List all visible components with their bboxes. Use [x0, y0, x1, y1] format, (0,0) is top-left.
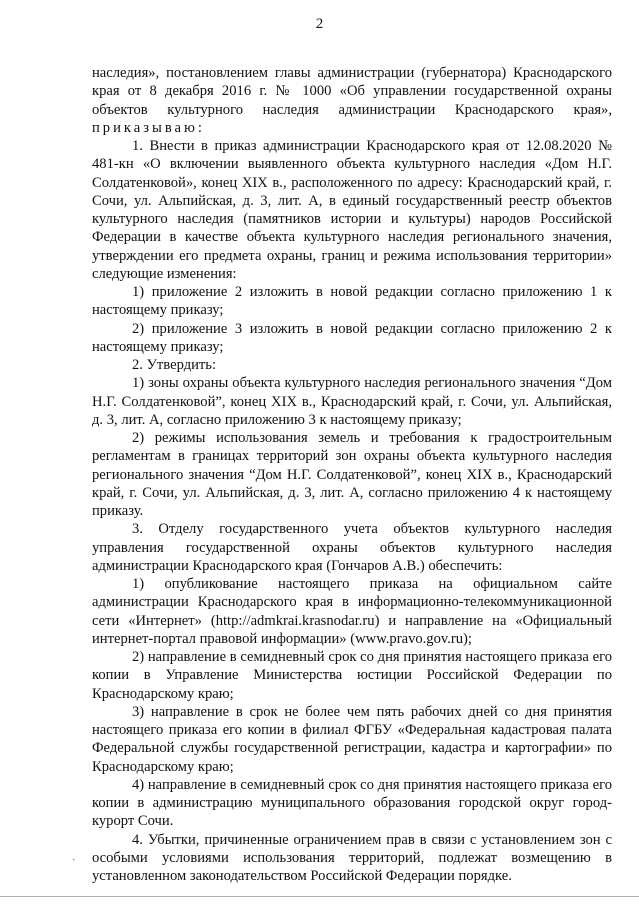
item-1-2: 2) приложение 3 изложить в новой редакции согласно приложению 2 к настоящему приказу;: [92, 320, 612, 355]
item-3-4: 4) направление в семидневный срок со дня принятия настоящего приказа его копии в администрацию муниципального образования городской округ город-курорт Сочи.: [92, 776, 612, 830]
item-2: 2. Утвердить:: [132, 357, 217, 373]
item-4: 4. Убытки, причиненные ограничением прав в связи с установлением зон с особыми условиями использования территорий, подлежат возмещению в установленном законодательством Российской Федерации порядке.: [92, 831, 612, 884]
intro-paragraph: [92, 64, 612, 137]
item-2-2: 2) режимы использования земель и требования к градостроительным регламентам в границах территорий зон охраны объекта культурного наследия регионального значения “Дом Н.Г. Солдатенковой”, конец XIX в., Краснодарский край, г. Сочи, ул. Альпийская, д. 3, лит. А, согласно приложению 4 к настоящему приказу.: [92, 430, 612, 519]
item-2-1: 1) зоны охраны объекта культурного наследия регионального значения “Дом Н.Г. Солдатенковой”, конец XIX в., Краснодарский край, г. Сочи, ул. Альпийская, д. 3, лит. А, согласно приложению 3 к настоящему приказу;: [92, 375, 612, 428]
order-keyword: приказываю:: [92, 119, 205, 136]
scan-artifact-mark: ˏ: [72, 850, 76, 861]
item-1-1: 1) приложение 2 изложить в новой редакции согласно приложению 1 к настоящему приказу;: [92, 284, 612, 319]
page-bottom-edge: [0, 896, 639, 897]
item-1: 1. Внести в приказ администрации Краснодарского края от 12.08.2020 № 481-кн «О включении выявленного объекта культурного наследия «Дом Н.Г. Солдатенковой», конец XIX в., расположенного по адресу: Краснодарский край, г. Сочи, ул. Альпийская, д. 3, лит. А, в единый государственный реестр объектов культурного наследия (памятников истории и культуры) народов Российской Федерации в качестве объекта культурного наследия регионального значения, утверждении его предмета охраны, границ и режима использования территории» следующие изменения:: [92, 138, 612, 282]
item-3-2: 2) направление в семидневный срок со дня принятия настоящего приказа его копии в Управление Министерства юстиции Российской Федерации по Краснодарскому краю;: [92, 649, 612, 702]
document-body: [92, 64, 612, 885]
intro-text: наследия», постановлением главы администрации (губернатора) Краснодарского края от 8 декабря 2016 г. № 1000 «Об управлении государственной охраны объектов культурного наследия администрации Краснодарского края»,: [92, 65, 612, 118]
page-number: 2: [315, 16, 324, 32]
item-3: 3. Отделу государственного учета объектов культурного наследия управления государственной охраны объектов культурного наследия администрации Краснодарского края (Гончаров А.В.) обеспечить:: [92, 521, 612, 574]
item-3-3: 3) направление в срок не более чем пять рабочих дней со дня принятия настоящего приказа его копии в филиал ФГБУ «Федеральная кадастровая палата Федеральной службы государственной регистрации, кадастра и картографии» по Краснодарскому краю;: [92, 703, 612, 775]
item-3-1: 1) опубликование настоящего приказа на официальном сайте администрации Краснодарского края в информационно-телекоммуникационной сети «Интернет» (http://admkrai.krasnodar.ru) и направление на «Официальный интернет-портал правовой информации» (www.pravo.gov.ru);: [92, 576, 612, 647]
